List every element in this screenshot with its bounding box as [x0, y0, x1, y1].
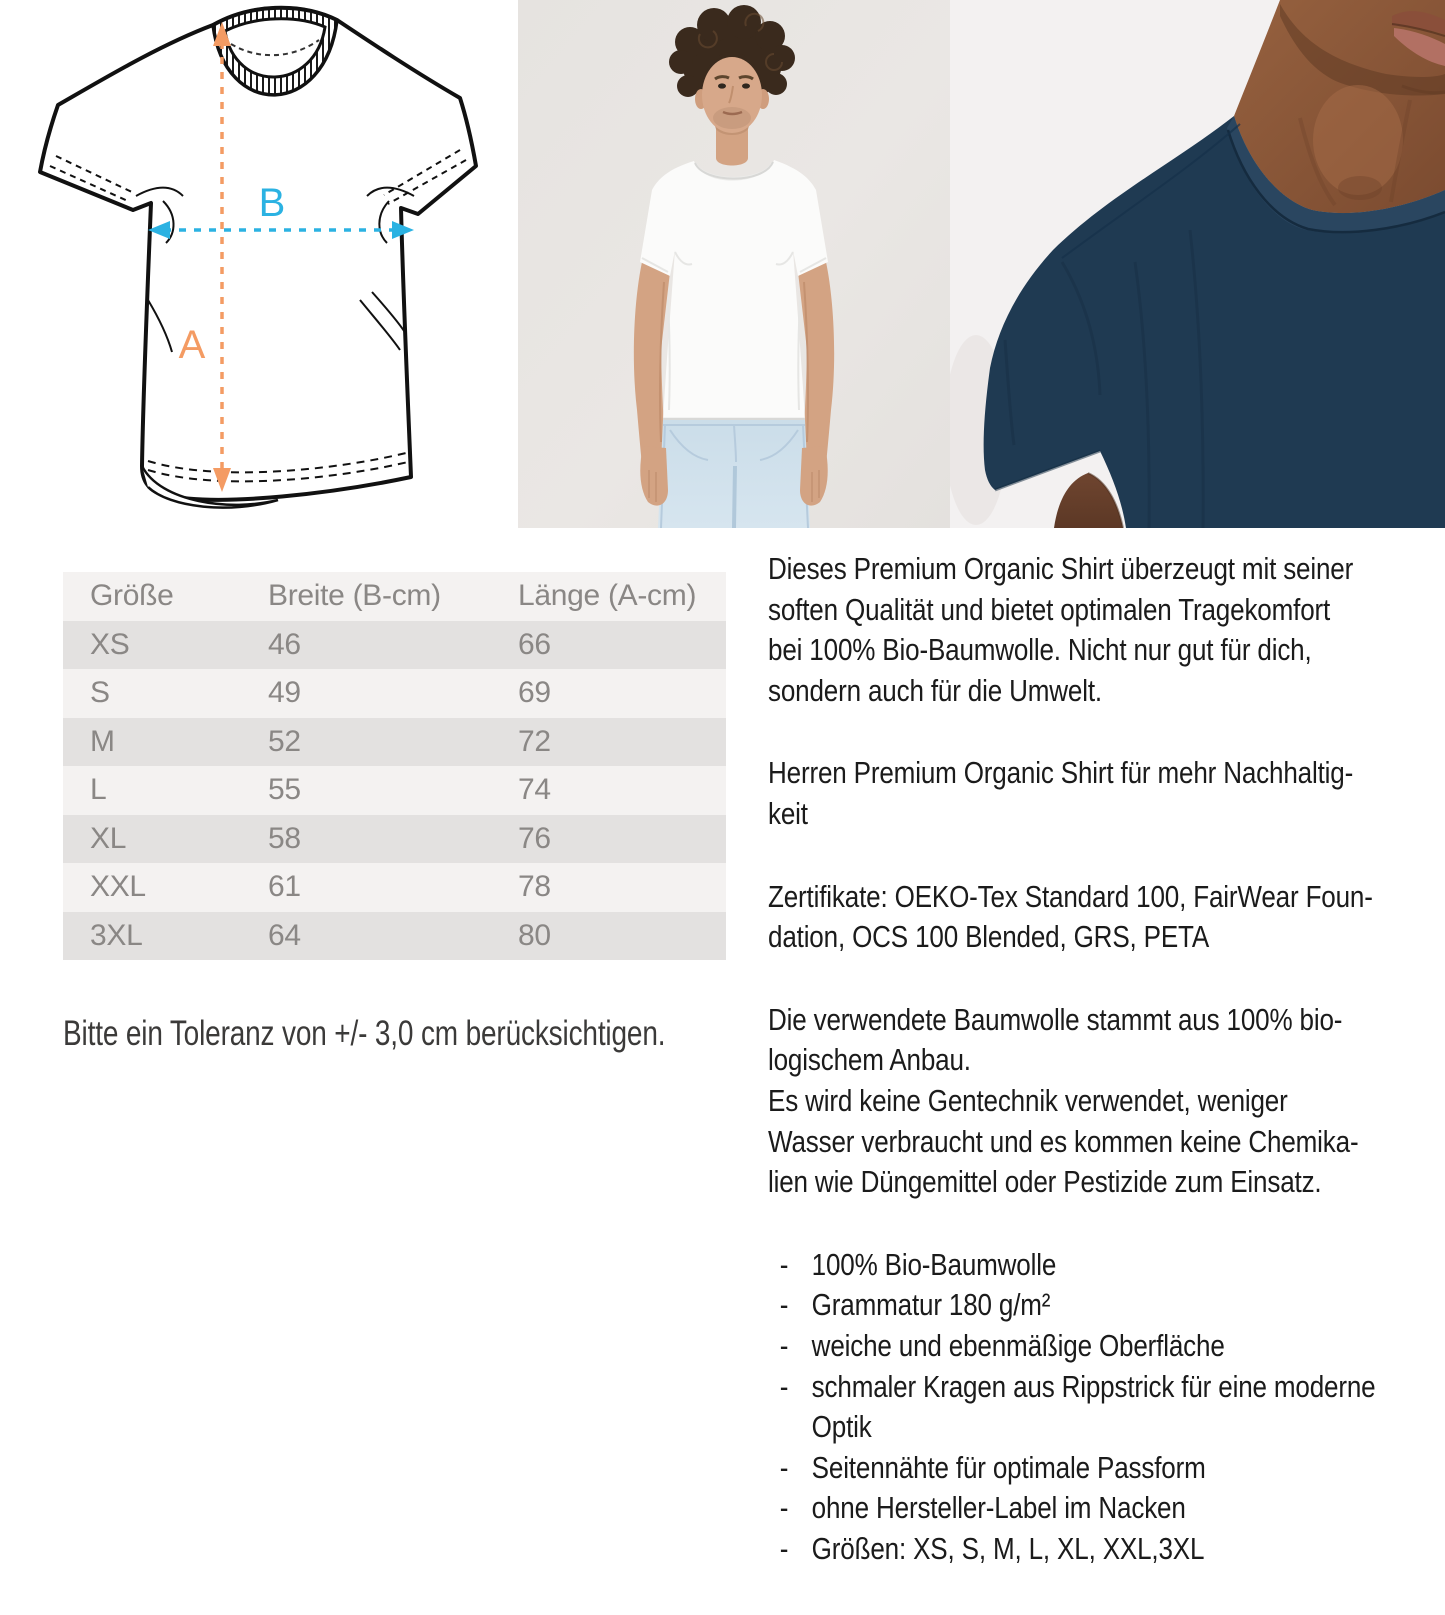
description-paragraph-sustainability: [768, 753, 1394, 834]
width-cell: 55: [268, 773, 301, 806]
tshirt-diagram-svg: [20, 0, 500, 520]
bullet-dash: -: [779, 1530, 789, 1566]
bullet-dash: -: [779, 1449, 789, 1485]
description-paragraph-cotton: [768, 1000, 1394, 1203]
length-cell: 74: [518, 773, 551, 806]
size-cell: 3XL: [90, 918, 143, 952]
list-item: [768, 1367, 1394, 1448]
table-row: [63, 766, 726, 815]
size-cell: M: [90, 724, 115, 758]
text-line: Grammatur 180 g/m²: [811, 1287, 1051, 1323]
length-cell: 78: [518, 870, 551, 903]
text-line: weiche und ebenmäßige Oberfläche: [811, 1327, 1225, 1363]
text-line: Wasser verbraucht und es kommen keine Chemika-: [768, 1123, 1359, 1159]
width-cell: 49: [268, 676, 301, 709]
feature-bullet-list: [768, 1245, 1394, 1570]
table-row: [63, 669, 726, 718]
description-paragraph-intro: [768, 549, 1394, 711]
detail-photo-svg: [950, 0, 1445, 528]
length-cell: 80: [518, 918, 551, 952]
description-text: [768, 549, 1394, 1569]
bullet-dash: -: [779, 1490, 789, 1526]
text-line: Dieses Premium Organic Shirt überzeugt mit seiner: [768, 551, 1354, 586]
size-cell: XS: [90, 627, 130, 661]
table-row: [63, 621, 726, 670]
list-item: [768, 1285, 1394, 1326]
width-cell: 58: [268, 821, 301, 855]
width-cell: 64: [268, 918, 301, 952]
model-photo-white-shirt: [518, 0, 950, 528]
text-line: Seitennähte für optimale Passform: [811, 1449, 1206, 1485]
size-table-header-laenge: Länge (A-cm): [518, 579, 697, 612]
list-item: [768, 1488, 1394, 1529]
detail-photo-navy-shirt: [950, 0, 1445, 528]
bullet-dash: -: [779, 1368, 789, 1404]
list-item: [768, 1245, 1394, 1286]
size-table-header-breite: Breite (B-cm): [268, 579, 441, 612]
length-cell: 66: [518, 627, 551, 661]
text-line: Optik: [811, 1409, 872, 1445]
text-line: ohne Hersteller-Label im Nacken: [811, 1490, 1186, 1526]
detail-throat-shadow: [1338, 176, 1382, 200]
table-row: [63, 912, 726, 961]
text-line: Größen: XS, S, M, L, XL, XXL,3XL: [811, 1530, 1205, 1566]
text-line: schmaler Kragen aus Rippstrick für eine moderne: [811, 1368, 1376, 1404]
bullet-dash: -: [779, 1246, 789, 1282]
text-line: 100% Bio-Baumwolle: [811, 1246, 1057, 1282]
size-table: [63, 572, 726, 960]
text-line: sondern auch für die Umwelt.: [768, 672, 1102, 708]
model-jeans-inseam: [734, 466, 735, 528]
measure-a-label: A: [178, 323, 206, 367]
length-cell: 72: [518, 724, 551, 758]
text-line: lien wie Düngemittel oder Pestizide zum Einsatz.: [768, 1164, 1322, 1200]
width-cell: 52: [268, 724, 301, 758]
tolerance-note: Bitte ein Toleranz von +/- 3,0 cm berücksichtigen.: [63, 1014, 666, 1053]
list-item: [768, 1448, 1394, 1489]
table-row: [63, 718, 726, 767]
text-line: Herren Premium Organic Shirt für mehr Nachhaltig-: [768, 755, 1354, 791]
text-line: logischem Anbau.: [768, 1042, 971, 1078]
text-line: Die verwendete Baumwolle stammt aus 100% bio-: [768, 1001, 1343, 1037]
width-cell: 46: [268, 627, 301, 661]
measure-b-label: B: [258, 181, 286, 225]
length-cell: 69: [518, 676, 551, 709]
tshirt-measurement-diagram: [20, 0, 500, 520]
size-cell: L: [90, 773, 107, 806]
text-line: Zertifikate: OEKO-Tex Standard 100, FairWear Foun-: [768, 878, 1373, 914]
text-line: soften Qualität und bietet optimalen Tragekomfort: [768, 591, 1331, 627]
description-paragraph-certificates: [768, 877, 1394, 958]
product-description: [768, 549, 1408, 1569]
size-table-header-groesse: Größe: [90, 579, 174, 612]
list-item: [768, 1326, 1394, 1367]
table-row: [63, 863, 726, 912]
width-cell: 61: [268, 870, 301, 903]
list-item: [768, 1529, 1394, 1570]
size-cell: XXL: [90, 870, 146, 903]
model-photo-svg: [518, 0, 950, 528]
text-line: bei 100% Bio-Baumwolle. Nicht nur gut für dich,: [768, 632, 1312, 668]
table-row: [63, 815, 726, 864]
text-line: keit: [768, 795, 808, 831]
size-table-header-row: [63, 572, 726, 621]
text-line: Es wird keine Gentechnik verwendet, weniger: [768, 1082, 1288, 1118]
bullet-dash: -: [779, 1287, 789, 1323]
bullet-dash: -: [779, 1327, 789, 1363]
length-cell: 76: [518, 821, 551, 855]
size-cell: XL: [90, 821, 127, 855]
size-cell: S: [90, 676, 110, 709]
text-line: dation, OCS 100 Blended, GRS, PETA: [768, 919, 1210, 955]
